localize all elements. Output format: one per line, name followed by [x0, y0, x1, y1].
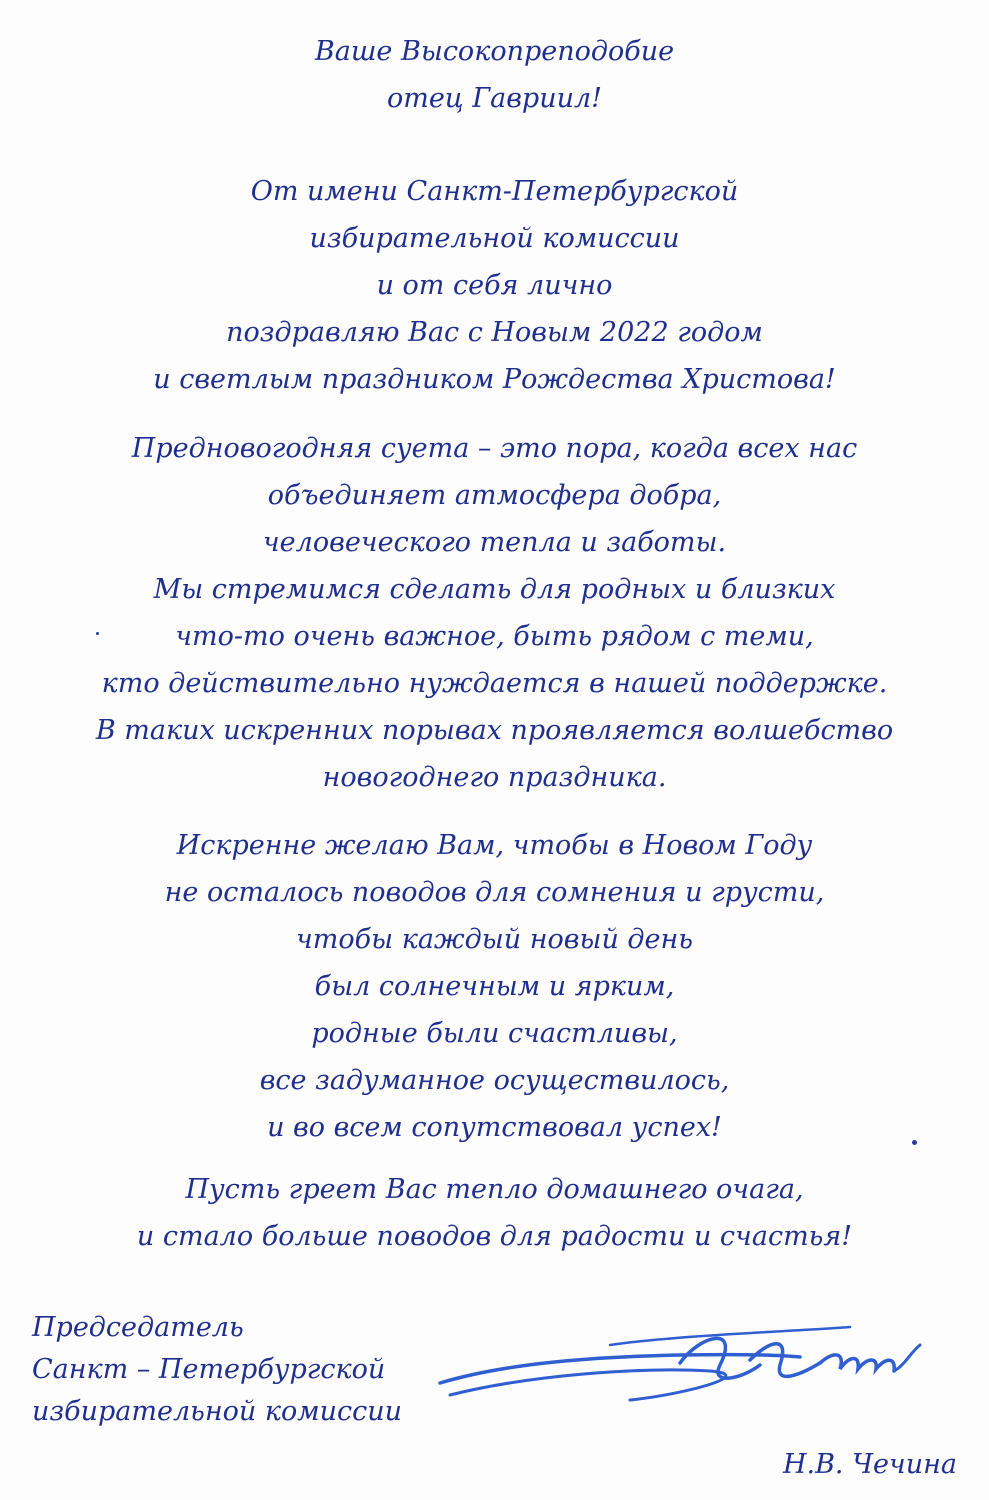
text-line: родные были счастливы,	[311, 1018, 678, 1049]
text-line: новогоднего праздника.	[322, 762, 667, 793]
text-line: От имени Санкт-Петербургской	[250, 176, 739, 207]
signatory-title-line: Председатель	[32, 1312, 244, 1343]
text-line: В таких искренних порывах проявляется волшебство	[95, 715, 894, 746]
paragraph-closing	[0, 1166, 989, 1260]
signatory-title-line: Санкт – Петербургской	[32, 1354, 386, 1385]
text-line: и стало больше поводов для радости и счастья!	[136, 1221, 853, 1252]
text-line: поздравляю Вас с Новым 2022 годом	[226, 317, 763, 348]
text-line: избирательной комиссии	[309, 223, 680, 254]
text-line: и во всем сопутствовал успех!	[267, 1112, 722, 1143]
greeting-line: отец Гавриил!	[386, 83, 603, 114]
text-line: и светлым праздником Рождества Христова!	[153, 364, 836, 395]
text-line: объединяет атмосфера добра,	[267, 480, 722, 511]
text-line: человеческого тепла и заботы.	[262, 527, 727, 558]
text-line: что-то очень важное, быть рядом с теми,	[175, 621, 814, 652]
text-line: чтобы каждый новый день	[296, 924, 693, 955]
text-line: не осталось поводов для сомнения и грусти,	[164, 877, 825, 908]
ink-speck	[912, 1140, 917, 1145]
handwritten-signature	[380, 1305, 940, 1415]
text-line: Предновогодняя суета – это пора, когда всех нас	[131, 433, 858, 464]
text-line: был солнечным и ярким,	[314, 971, 675, 1002]
signatory-title-line: избирательной комиссии	[32, 1396, 403, 1427]
greeting	[0, 28, 989, 122]
signatory-title	[32, 1307, 402, 1433]
signatory-name: Н.В. Чечина	[782, 1449, 957, 1480]
paragraph-wishes	[0, 822, 989, 1151]
greeting-line: Ваше Высокопреподобие	[314, 36, 675, 67]
text-line: Искренне желаю Вам, чтобы в Новом Году	[176, 830, 813, 861]
ink-speck	[96, 632, 99, 635]
text-line: Мы стремимся сделать для родных и близких	[153, 574, 836, 605]
paragraph-congratulation	[0, 168, 989, 403]
text-line: Пусть греет Вас тепло домашнего очага,	[185, 1174, 804, 1205]
paragraph-season	[0, 425, 989, 801]
text-line: кто действительно нуждается в нашей поддержке.	[101, 668, 888, 699]
text-line: все задуманное осуществилось,	[259, 1065, 730, 1096]
text-line: и от себя лично	[376, 270, 613, 301]
